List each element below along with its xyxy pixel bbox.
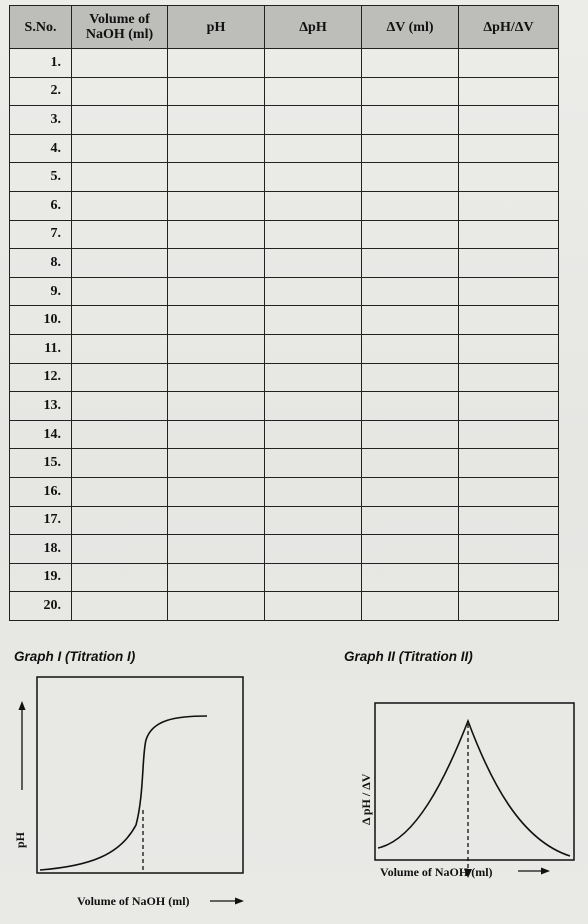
empty-data-cell[interactable] xyxy=(265,535,362,564)
empty-data-cell[interactable] xyxy=(265,563,362,592)
empty-data-cell[interactable] xyxy=(168,592,265,621)
empty-data-cell[interactable] xyxy=(265,449,362,478)
empty-data-cell[interactable] xyxy=(72,163,168,192)
graph-2-x-arrowhead xyxy=(541,868,550,875)
graph-2-caption: Graph II (Titration II) xyxy=(344,649,473,664)
empty-data-cell[interactable] xyxy=(168,363,265,392)
table-row xyxy=(10,506,559,535)
empty-data-cell[interactable] xyxy=(459,535,559,564)
table-row xyxy=(10,134,559,163)
empty-data-cell[interactable] xyxy=(265,134,362,163)
empty-data-cell[interactable] xyxy=(168,191,265,220)
empty-data-cell[interactable] xyxy=(459,49,559,78)
graph-2-frame xyxy=(375,703,574,860)
table-row xyxy=(10,477,559,506)
empty-data-cell[interactable] xyxy=(72,277,168,306)
empty-data-cell[interactable] xyxy=(72,477,168,506)
graph-1-frame xyxy=(37,677,243,873)
empty-data-cell[interactable] xyxy=(265,49,362,78)
empty-data-cell[interactable] xyxy=(168,220,265,249)
empty-data-cell[interactable] xyxy=(362,77,459,106)
serial-number-cell: 14. xyxy=(10,420,72,449)
table-row xyxy=(10,363,559,392)
serial-number-cell: 6. xyxy=(10,191,72,220)
empty-data-cell[interactable] xyxy=(265,163,362,192)
empty-data-cell[interactable] xyxy=(72,191,168,220)
empty-data-cell[interactable] xyxy=(265,77,362,106)
empty-data-cell[interactable] xyxy=(265,220,362,249)
empty-data-cell[interactable] xyxy=(362,334,459,363)
header-delta-v: ΔV (ml) xyxy=(362,6,459,49)
graph-1-caption: Graph I (Titration I) xyxy=(14,649,136,664)
serial-number-cell: 7. xyxy=(10,220,72,249)
graph-1 xyxy=(0,660,260,920)
table-row xyxy=(10,277,559,306)
table-row xyxy=(10,306,559,335)
graph-1-y-arrowhead xyxy=(19,701,26,710)
graph-2-ylabel: Δ pH / ΔV xyxy=(359,773,373,825)
empty-data-cell[interactable] xyxy=(459,306,559,335)
empty-data-cell[interactable] xyxy=(72,134,168,163)
empty-data-cell[interactable] xyxy=(168,249,265,278)
empty-data-cell[interactable] xyxy=(459,563,559,592)
table-row xyxy=(10,392,559,421)
serial-number-cell: 2. xyxy=(10,77,72,106)
empty-data-cell[interactable] xyxy=(168,506,265,535)
empty-data-cell[interactable] xyxy=(265,392,362,421)
empty-data-cell[interactable] xyxy=(265,249,362,278)
empty-data-cell[interactable] xyxy=(459,592,559,621)
empty-data-cell[interactable] xyxy=(459,506,559,535)
derivative-curve xyxy=(378,721,570,856)
empty-data-cell[interactable] xyxy=(362,392,459,421)
table-row xyxy=(10,191,559,220)
empty-data-cell[interactable] xyxy=(72,592,168,621)
serial-number-cell: 13. xyxy=(10,392,72,421)
table-header-row xyxy=(10,6,559,49)
empty-data-cell[interactable] xyxy=(459,277,559,306)
serial-number-cell: 3. xyxy=(10,106,72,135)
table-row xyxy=(10,420,559,449)
empty-data-cell[interactable] xyxy=(168,420,265,449)
table-row xyxy=(10,535,559,564)
serial-number-cell: 20. xyxy=(10,592,72,621)
empty-data-cell[interactable] xyxy=(72,563,168,592)
header-sno: S.No. xyxy=(10,6,72,49)
empty-data-cell[interactable] xyxy=(459,392,559,421)
serial-number-cell: 1. xyxy=(10,49,72,78)
empty-data-cell[interactable] xyxy=(72,506,168,535)
empty-data-cell[interactable] xyxy=(459,191,559,220)
serial-number-cell: 12. xyxy=(10,363,72,392)
serial-number-cell: 9. xyxy=(10,277,72,306)
empty-data-cell[interactable] xyxy=(459,134,559,163)
empty-data-cell[interactable] xyxy=(459,163,559,192)
table-row xyxy=(10,163,559,192)
empty-data-cell[interactable] xyxy=(362,163,459,192)
empty-data-cell[interactable] xyxy=(265,306,362,335)
serial-number-cell: 5. xyxy=(10,163,72,192)
empty-data-cell[interactable] xyxy=(168,334,265,363)
empty-data-cell[interactable] xyxy=(459,220,559,249)
empty-data-cell[interactable] xyxy=(168,563,265,592)
table-row xyxy=(10,220,559,249)
empty-data-cell[interactable] xyxy=(265,506,362,535)
serial-number-cell: 19. xyxy=(10,563,72,592)
empty-data-cell[interactable] xyxy=(72,449,168,478)
serial-number-cell: 11. xyxy=(10,334,72,363)
empty-data-cell[interactable] xyxy=(72,49,168,78)
empty-data-cell[interactable] xyxy=(72,106,168,135)
table-row xyxy=(10,77,559,106)
table-row xyxy=(10,449,559,478)
empty-data-cell[interactable] xyxy=(168,535,265,564)
empty-data-cell[interactable] xyxy=(72,420,168,449)
empty-data-cell[interactable] xyxy=(72,392,168,421)
empty-data-cell[interactable] xyxy=(362,220,459,249)
empty-data-cell[interactable] xyxy=(459,334,559,363)
serial-number-cell: 15. xyxy=(10,449,72,478)
empty-data-cell[interactable] xyxy=(265,334,362,363)
header-ph: pH xyxy=(168,6,265,49)
empty-data-cell[interactable] xyxy=(168,134,265,163)
serial-number-cell: 8. xyxy=(10,249,72,278)
empty-data-cell[interactable] xyxy=(459,106,559,135)
empty-data-cell[interactable] xyxy=(362,249,459,278)
empty-data-cell[interactable] xyxy=(265,592,362,621)
header-dph-dv: ΔpH/ΔV xyxy=(459,6,559,49)
table-row xyxy=(10,106,559,135)
serial-number-cell: 18. xyxy=(10,535,72,564)
empty-data-cell[interactable] xyxy=(168,277,265,306)
empty-data-cell[interactable] xyxy=(168,163,265,192)
empty-data-cell[interactable] xyxy=(362,191,459,220)
empty-data-cell[interactable] xyxy=(168,449,265,478)
empty-data-cell[interactable] xyxy=(362,277,459,306)
empty-data-cell[interactable] xyxy=(362,506,459,535)
table-row xyxy=(10,563,559,592)
empty-data-cell[interactable] xyxy=(168,106,265,135)
empty-data-cell[interactable] xyxy=(72,363,168,392)
empty-data-cell[interactable] xyxy=(265,477,362,506)
table-row xyxy=(10,334,559,363)
empty-data-cell[interactable] xyxy=(265,106,362,135)
table-row xyxy=(10,592,559,621)
empty-data-cell[interactable] xyxy=(362,420,459,449)
header-delta-ph: ΔpH xyxy=(265,6,362,49)
empty-data-cell[interactable] xyxy=(168,392,265,421)
table-body xyxy=(10,49,559,621)
table-row xyxy=(10,49,559,78)
graph-2 xyxy=(330,660,588,920)
empty-data-cell[interactable] xyxy=(265,363,362,392)
serial-number-cell: 16. xyxy=(10,477,72,506)
graph-1-xlabel: Volume of NaOH (ml) xyxy=(77,894,190,908)
empty-data-cell[interactable] xyxy=(362,592,459,621)
table-row xyxy=(10,249,559,278)
empty-data-cell[interactable] xyxy=(362,106,459,135)
empty-data-cell[interactable] xyxy=(265,420,362,449)
empty-data-cell[interactable] xyxy=(362,134,459,163)
empty-data-cell[interactable] xyxy=(72,535,168,564)
graph-2-xlabel: Volume of NaOH (ml) xyxy=(380,865,493,879)
empty-data-cell[interactable] xyxy=(168,49,265,78)
empty-data-cell[interactable] xyxy=(362,449,459,478)
serial-number-cell: 4. xyxy=(10,134,72,163)
empty-data-cell[interactable] xyxy=(459,477,559,506)
empty-data-cell[interactable] xyxy=(72,77,168,106)
empty-data-cell[interactable] xyxy=(362,363,459,392)
empty-data-cell[interactable] xyxy=(168,477,265,506)
graph-1-x-arrowhead xyxy=(235,898,244,905)
empty-data-cell[interactable] xyxy=(362,477,459,506)
observation-table xyxy=(9,5,559,621)
empty-data-cell[interactable] xyxy=(362,535,459,564)
empty-data-cell[interactable] xyxy=(459,449,559,478)
graph-1-ylabel: pH xyxy=(13,831,27,848)
empty-data-cell[interactable] xyxy=(362,306,459,335)
empty-data-cell[interactable] xyxy=(168,306,265,335)
empty-data-cell[interactable] xyxy=(72,249,168,278)
empty-data-cell[interactable] xyxy=(362,49,459,78)
serial-number-cell: 10. xyxy=(10,306,72,335)
serial-number-cell: 17. xyxy=(10,506,72,535)
empty-data-cell[interactable] xyxy=(265,277,362,306)
empty-data-cell[interactable] xyxy=(459,77,559,106)
empty-data-cell[interactable] xyxy=(265,191,362,220)
empty-data-cell[interactable] xyxy=(72,334,168,363)
titration-curve xyxy=(40,716,207,870)
empty-data-cell[interactable] xyxy=(459,363,559,392)
empty-data-cell[interactable] xyxy=(459,249,559,278)
empty-data-cell[interactable] xyxy=(459,420,559,449)
empty-data-cell[interactable] xyxy=(168,77,265,106)
empty-data-cell[interactable] xyxy=(72,220,168,249)
empty-data-cell[interactable] xyxy=(72,306,168,335)
header-volume-naoh: Volume of NaOH (ml) xyxy=(72,6,168,49)
empty-data-cell[interactable] xyxy=(362,563,459,592)
